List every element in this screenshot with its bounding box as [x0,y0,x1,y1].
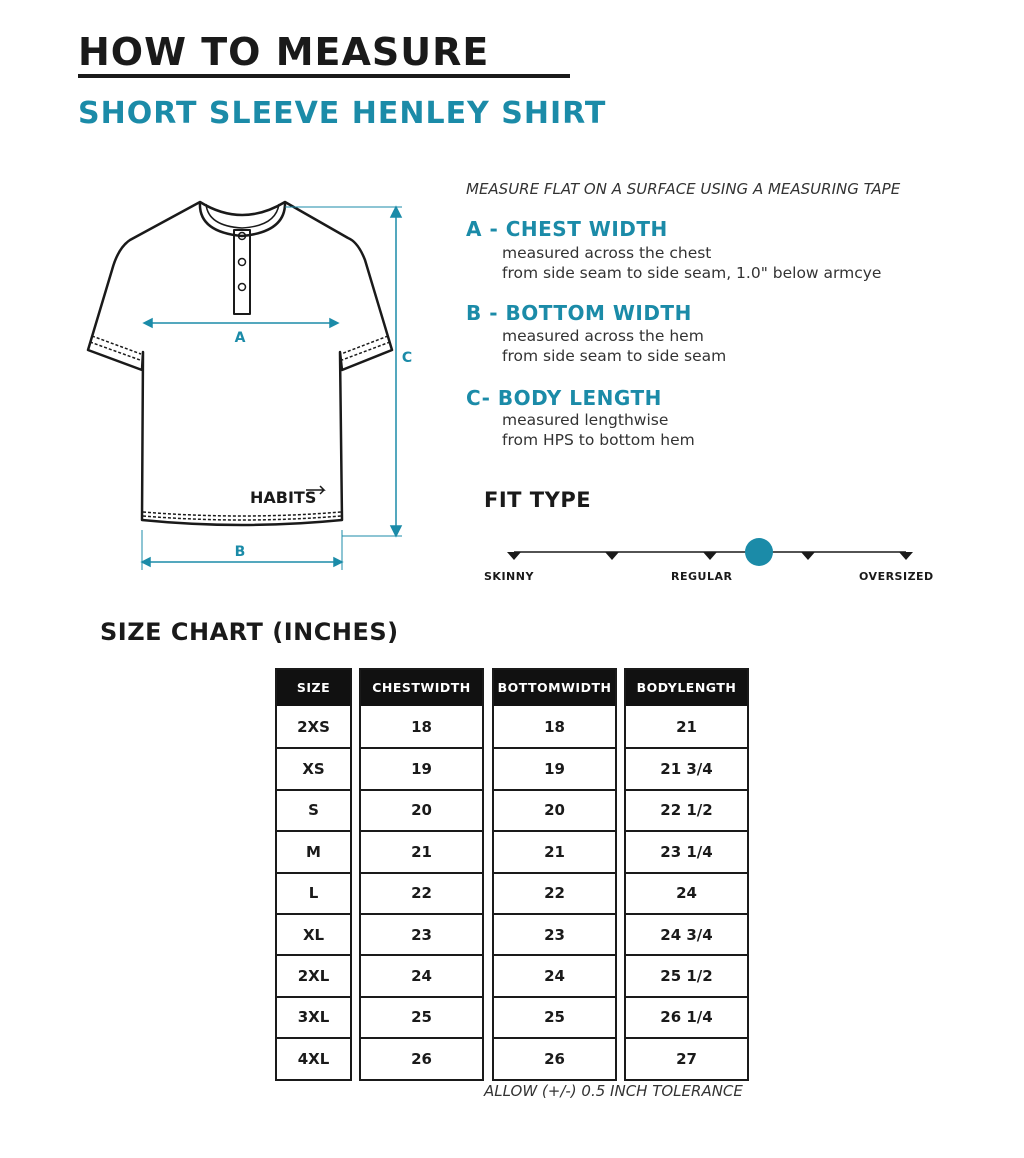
table-cell: 23 [361,913,482,954]
table-cell: 21 [361,830,482,871]
table-cell: XL [277,913,350,954]
table-cell: 25 [361,996,482,1037]
instructions-heading: MEASURE FLAT ON A SURFACE USING A MEASURING TAPE [466,180,901,198]
body-length-title: C- BODY LENGTH [466,386,662,410]
size-chart-title: SIZE CHART (INCHES) [100,618,399,646]
chest-width-desc-1: measured across the chest [502,244,712,262]
fit-tick-marker [605,552,619,560]
shirt-diagram [80,190,420,580]
bottom-width-desc-1: measured across the hem [502,327,704,345]
table-cell: 19 [494,747,615,788]
fit-type-title: FIT TYPE [484,488,592,512]
table-cell: M [277,830,350,871]
label-b: B [234,544,246,560]
table-cell: 24 [626,872,747,913]
table-cell: 23 [494,913,615,954]
fit-type-scale [470,530,930,570]
header-line-1: BODY [636,680,678,695]
header-line-1: SIZE [296,680,331,695]
label-c: C [401,350,413,366]
table-cell: 27 [626,1037,747,1078]
column-header-chest-width [361,670,482,706]
fit-tick-marker [703,552,717,560]
table-cell: 24 3/4 [626,913,747,954]
header-line-2: WIDTH [561,680,612,695]
column-chest-width [359,668,484,1081]
table-cell: 21 3/4 [626,747,747,788]
column-body [361,706,482,1079]
fit-tick-marker [507,552,521,560]
column-header-bottom-width [494,670,615,706]
column-header-size [277,670,350,706]
column-header-body-length [626,670,747,706]
table-cell: 20 [361,789,482,830]
column-body [494,706,615,1079]
table-cell: 25 1/2 [626,954,747,995]
title-underline [78,74,570,78]
table-cell: 26 [494,1037,615,1078]
table-cell: 25 [494,996,615,1037]
table-cell: 21 [676,717,697,736]
table-cell: 2XL [277,954,350,995]
column-size [275,668,352,1081]
bottom-width-desc-2: from side seam to side seam [502,347,727,365]
table-cell: XS [277,747,350,788]
fit-label-regular: REGULAR [671,570,733,583]
shirt-placket [234,230,250,314]
table-cell: 26 [361,1037,482,1078]
chest-width-arrow [144,319,338,327]
table-cell: 24 [361,954,482,995]
table-cell: 2XS [297,717,330,736]
header-line-1: CHEST [372,680,421,695]
table-cell: 22 [361,872,482,913]
body-length-desc-2: from HPS to bottom hem [502,431,695,449]
header-line-2: LENGTH [677,680,737,695]
fit-tick-marker [801,552,815,560]
bottom-width-title: B - BOTTOM WIDTH [466,301,692,325]
table-cell: 3XL [277,996,350,1037]
body-length-arrow [285,207,402,536]
brand-logo: HABITS [250,488,317,507]
column-body-length [624,668,749,1081]
table-cell: 23 1/4 [626,830,747,871]
column-bottom-width [492,668,617,1081]
fit-tick-marker [899,552,913,560]
table-cell: 21 [494,830,615,871]
table-cell: 22 1/2 [626,789,747,830]
table-cell: S [277,789,350,830]
chest-width-title: A - CHEST WIDTH [466,217,668,241]
table-cell: 26 1/4 [626,996,747,1037]
shirt-outline [88,202,392,525]
page-title: HOW TO MEASURE [78,30,490,74]
fit-label-skinny: SKINNY [484,570,534,583]
table-cell: L [277,872,350,913]
table-cell: 19 [361,747,482,788]
label-a: A [234,330,246,346]
product-subtitle: SHORT SLEEVE HENLEY SHIRT [78,96,607,131]
table-cell: 4XL [277,1037,350,1078]
table-cell: 20 [494,789,615,830]
header-line-2: WIDTH [420,680,471,695]
tolerance-note: ALLOW (+/-) 0.5 INCH TOLERANCE [484,1082,743,1100]
table-cell: 18 [544,717,565,736]
header-line-1: BOTTOM [497,680,562,695]
table-cell: 22 [494,872,615,913]
table-cell: 24 [494,954,615,995]
fit-selected-marker [745,538,773,566]
table-cell: 18 [411,717,432,736]
chest-width-desc-2: from side seam to side seam, 1.0" below armcye [502,264,882,282]
column-body [626,706,747,1079]
column-body [277,706,350,1079]
body-length-desc-1: measured lengthwise [502,411,669,429]
fit-label-oversized: OVERSIZED [859,570,934,583]
